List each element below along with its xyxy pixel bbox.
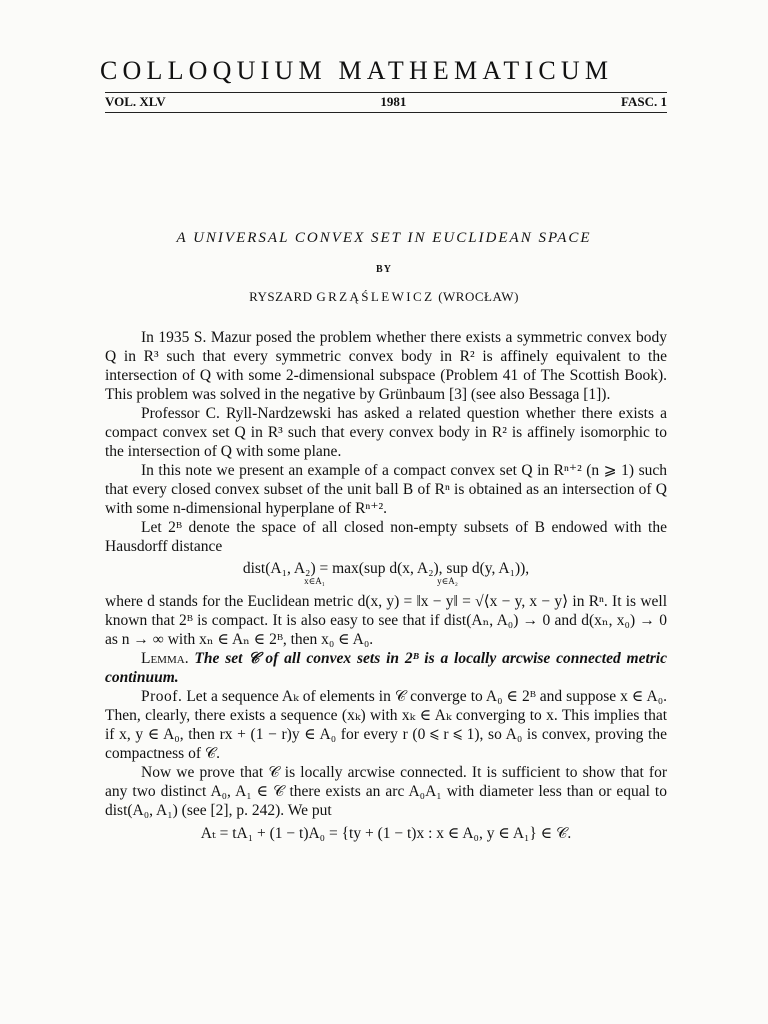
paragraph-6: Now we prove that 𝒞 is locally arcwise connected. It is sufficient to show that for any two distinct A₀, A₁ ∈ 𝒞 there exists an arc A₀A₁ with diameter less than or equal to dist(A₀, A₁) (see [2], p. 242). We put: [105, 764, 667, 819]
by-line: BY: [376, 264, 392, 275]
paragraph-3: In this note we present an example of a compact convex set Q in Rⁿ⁺² (n ⩾ 1) such that every closed convex subset of the unit ball B of Rⁿ is obtained as an intersection of Q with some n-dimensional hyperplane of Rⁿ⁺².: [105, 462, 667, 517]
header-rule-bottom: [105, 112, 667, 113]
paragraph-4: Let 2ᴮ denote the space of all closed non-empty subsets of B endowed with the Hausdorff distance: [105, 519, 667, 555]
paragraph-1: In 1935 S. Mazur posed the problem whether there exists a symmetric convex body Q in R³ such that every symmetric convex body in R² is affinely equivalent to the intersection of Q with some 2-dimensional subspace (Problem 41 of The Scottish Book). This problem was solved in the negative by Grünbaum [3] (see also Bessaga [1]).: [105, 329, 667, 403]
lemma-label: Lemma.: [141, 650, 189, 667]
author: [100, 289, 668, 305]
article-title: A UNIVERSAL CONVEX SET IN EUCLIDEAN SPACE: [176, 230, 592, 246]
header-line: [105, 94, 667, 110]
proof: [105, 687, 667, 763]
author-first: RYSZARD: [249, 289, 313, 304]
proof-text: Let a sequence Aₖ of elements in 𝒞 converge to A₀ ∈ 2ᴮ and suppose x ∈ A₀. Then, clearly, there exists a sequence (xₖ) with xₖ ∈ Aₖ converging to x. This implies that if x, y ∈ A₀, then rx + (1 − r)y ∈ A₀ for every r (0 ⩽ r ⩽ 1), so A₀ is convex, proving the compactness of 𝒞.: [105, 688, 667, 762]
fascicle: FASC. 1: [621, 94, 667, 109]
article-body: [105, 328, 667, 843]
formula-2: Aₜ = tA₁ + (1 − t)A₀ = {ty + (1 − t)x : x ∈ A₀, y ∈ A₁} ∈ 𝒞.: [200, 825, 572, 842]
header-rule-top: [105, 92, 667, 93]
hausdorff-formula: [105, 559, 667, 586]
volume: VOL. XLV: [105, 94, 166, 109]
year: 1981: [380, 94, 407, 109]
paragraph-5: where d stands for the Euclidean metric d(x, y) = ‖x − y‖ = √⟨x − y, x − y⟩ in Rⁿ. It is well known that 2ᴮ is compact. It is also easy to see that if dist(Aₙ, A₀) → 0 and d(xₙ, x₀) → 0 as n → ∞ with xₙ ∈ Aₙ ∈ 2ᴮ, then x₀ ∈ A₀.: [105, 593, 667, 648]
formula-subscripts: [105, 577, 667, 586]
author-last: GRZĄŚLEWICZ: [316, 289, 435, 304]
formula-sub-2: y∈A₂: [437, 576, 458, 586]
formula-1: dist(A₁, A₂) = max(sup d(x, A₂), sup d(y, A₁)),: [242, 560, 530, 577]
author-affiliation: (WROCŁAW): [438, 289, 519, 304]
formula-sub-1: x∈A₁: [304, 576, 325, 586]
lemma-text: The set 𝒞 of all convex sets in 2ᴮ is a locally arcwise connected metric continuum.: [105, 650, 667, 686]
paragraph-2: Professor C. Ryll-Nardzewski has asked a related question whether there exists a compact convex set Q in R³ such that every convex body in R² is affinely isomorphic to the intersection of Q with some plane.: [105, 405, 667, 460]
journal-title: COLLOQUIUM MATHEMATICUM: [100, 56, 614, 85]
proof-label: Proof.: [141, 688, 183, 705]
lemma: [105, 649, 667, 687]
